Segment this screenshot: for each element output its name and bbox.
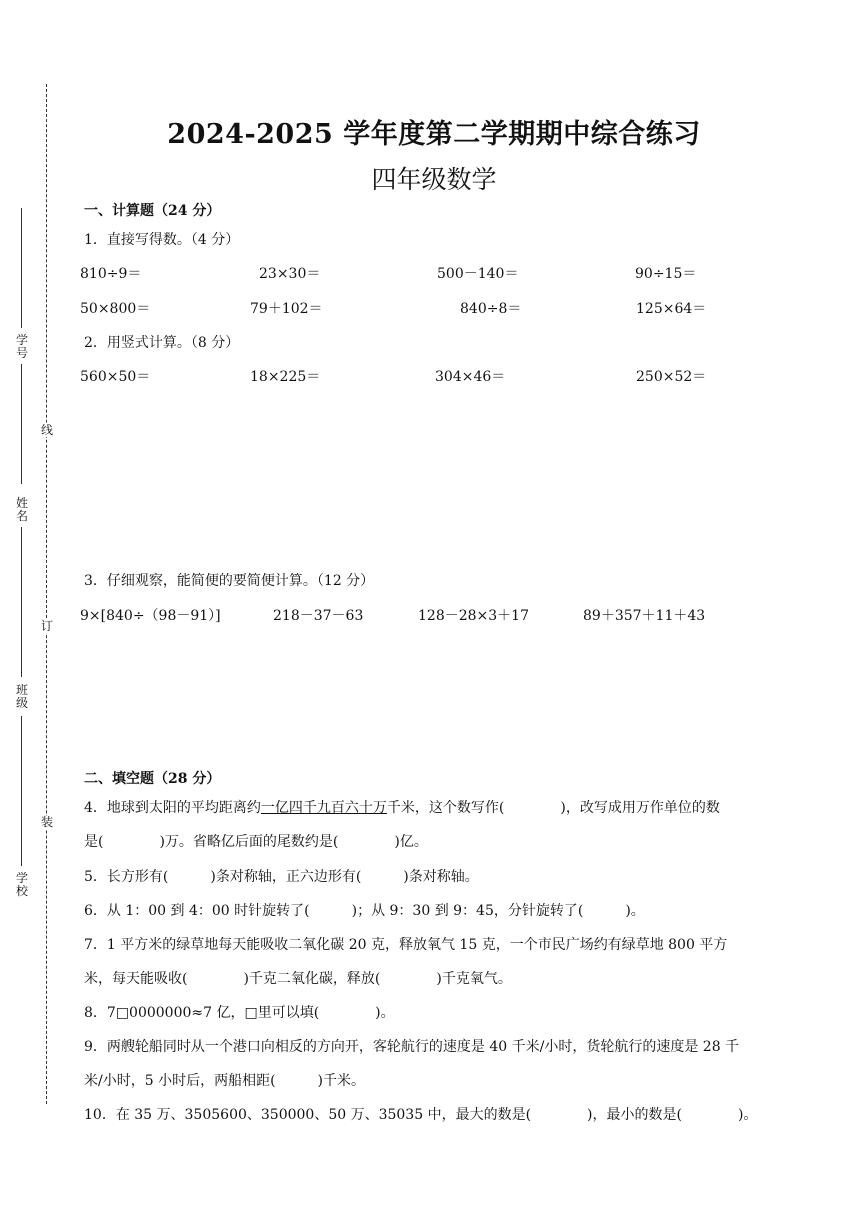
q1-item: 50×800＝ bbox=[80, 301, 151, 317]
q2-item: 304×46＝ bbox=[435, 369, 506, 385]
question-10: 10．在 35 万、3505600、350000、50 万、35035 中，最大的数是( )，最小的数是( )。 bbox=[84, 1107, 758, 1123]
name-line bbox=[21, 364, 22, 484]
q3-item: 128－28×3＋17 bbox=[418, 608, 529, 624]
q3-item: 218－37－63 bbox=[273, 608, 364, 624]
name-label: 姓名 bbox=[15, 496, 28, 523]
bind-label: 装 bbox=[40, 815, 53, 829]
cut-line-label: 线 bbox=[40, 423, 53, 437]
question-7-line-2: 米，每天能吸收( )千克二氧化碳，释放( )千克氧气。 bbox=[84, 971, 512, 987]
order-label: 订 bbox=[40, 619, 53, 633]
question-4-line-1 bbox=[84, 797, 720, 817]
question-9-line-1: 9．两艘轮船同时从一个港口向相反的方向开，客轮航行的速度是 40 千米/小时，货轮航行的速度是 28 千 bbox=[84, 1039, 740, 1055]
question-9-line-2: 米/小时，5 小时后，两船相距( )千米。 bbox=[84, 1073, 365, 1089]
student-id-line bbox=[21, 208, 22, 328]
q1-item: 90÷15＝ bbox=[635, 266, 697, 282]
question-5: 5．长方形有( )条对称轴，正六边形有( )条对称轴。 bbox=[84, 869, 479, 885]
q1-item: 125×64＝ bbox=[636, 301, 707, 317]
page-subtitle: 四年级数学 bbox=[371, 165, 497, 194]
page-title: 2024-2025 学年度第二学期期中综合练习 bbox=[167, 119, 701, 150]
q2-item: 250×52＝ bbox=[636, 369, 707, 385]
school-label: 学校 bbox=[15, 871, 28, 898]
q4-text-post: 千米，这个数写作( )，改写成用万作单位的数 bbox=[386, 800, 720, 816]
q3-item: 89＋357＋11＋43 bbox=[583, 608, 706, 624]
q4-underlined-number: 一亿四千九百六十万 bbox=[260, 800, 387, 816]
q1-item: 810÷9＝ bbox=[80, 266, 142, 282]
question-1-prompt: 1．直接写得数。（4 分） bbox=[84, 232, 240, 248]
q1-item: 23×30＝ bbox=[259, 266, 321, 282]
q2-item: 18×225＝ bbox=[250, 369, 321, 385]
q2-item: 560×50＝ bbox=[80, 369, 151, 385]
question-2-prompt: 2．用竖式计算。（8 分） bbox=[84, 335, 240, 351]
q1-item: 79＋102＝ bbox=[250, 301, 323, 317]
question-7-line-1: 7．1 平方米的绿草地每天能吸收二氧化碳 20 克，释放氧气 15 克，一个市民广场约有绿草地 800 平方 bbox=[84, 937, 728, 953]
question-4-line-2: 是( )万。省略亿后面的尾数约是( )亿。 bbox=[84, 834, 428, 850]
class-line bbox=[21, 527, 22, 677]
q3-item: 9×[840÷（98－91）] bbox=[80, 608, 221, 624]
class-label: 班级 bbox=[15, 683, 28, 710]
school-line bbox=[21, 716, 22, 866]
section-2-heading: 二、填空题（28 分） bbox=[84, 771, 221, 787]
student-id-label: 学号 bbox=[15, 333, 28, 360]
question-8: 8．7□0000000≈7 亿，□里可以填( )。 bbox=[84, 1005, 395, 1021]
q1-item: 840÷8＝ bbox=[460, 301, 522, 317]
binding-dashed-line bbox=[46, 84, 47, 1104]
section-1-heading: 一、计算题（24 分） bbox=[84, 203, 221, 219]
q4-text-pre: 4．地球到太阳的平均距离约 bbox=[84, 800, 261, 816]
question-3-prompt: 3．仔细观察，能简便的要简便计算。（12 分） bbox=[84, 573, 375, 589]
question-6: 6．从 1：00 到 4：00 时针旋转了( )；从 9：30 到 9：45，分针旋转了( )。 bbox=[84, 903, 645, 919]
q1-item: 500－140＝ bbox=[437, 266, 519, 282]
